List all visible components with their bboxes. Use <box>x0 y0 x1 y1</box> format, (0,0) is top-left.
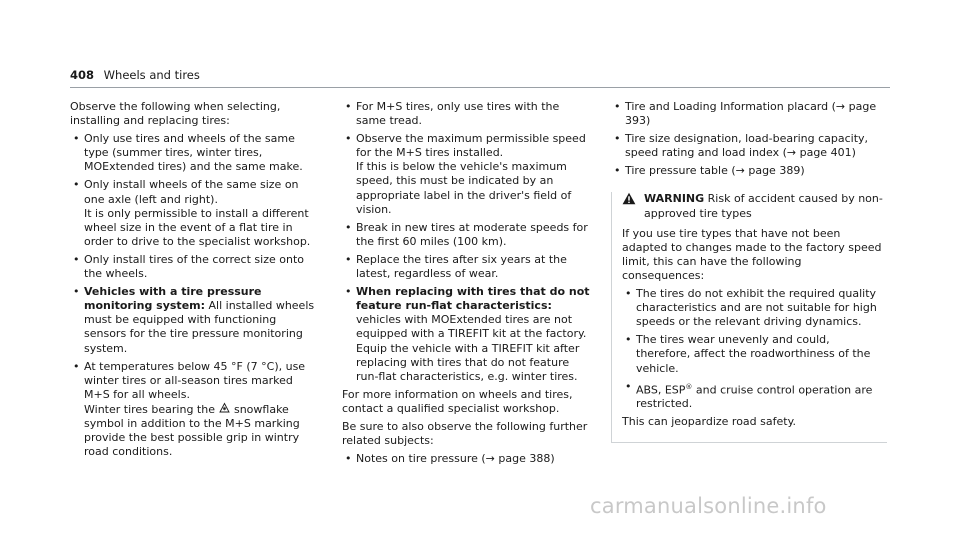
item-text: Only install tires of the correct size onto the wheels. <box>84 252 304 281</box>
more-info-text: For more information on wheels and tires, contact a qualified specialist workshop. <box>342 387 573 415</box>
item-text: • Observe the maximum permissible speed for the M+S tires installed. <box>356 132 586 160</box>
tire-rules-list <box>70 132 320 459</box>
watermark: carmanualsonline.info <box>590 494 827 518</box>
item-text: ABS, ESP <box>636 383 686 397</box>
item-bold-lead: Vehicles with a tire pressure monitoring system: <box>84 285 262 313</box>
list-item <box>342 253 590 281</box>
related-link[interactable] <box>342 452 590 466</box>
list-item <box>622 287 887 329</box>
page-number: 408 <box>70 68 95 82</box>
item-text: • Only install wheels of the same size on one axle (left and right). <box>84 178 299 206</box>
related-topics-list <box>342 452 590 466</box>
warning-body: If you use tire types that have not been adapted to changes made to the factory speed limit, this can have the following consequences: <box>622 226 882 282</box>
item-text: The tires do not exhibit the required quality characteristics and are not suitable for high speeds or the relevant driving dynamics. <box>636 287 877 329</box>
item-subtext: It is only permissible to install a different wheel size in the event of a flat tire in order to drive to the specialist workshop. <box>84 206 311 248</box>
list-item <box>342 285 590 384</box>
page-header <box>70 68 200 82</box>
subtext-part: Winter tires bearing the <box>84 402 215 416</box>
item-text: Only use tires and wheels of the same type (summer tires, winter tires, MOExtended tires) and the same make. <box>84 132 303 174</box>
column-3 <box>611 100 887 443</box>
item-subtext <box>84 402 320 459</box>
also-observe-text: Be sure to also observe the following further related subjects: <box>342 419 588 448</box>
list-item <box>342 132 590 217</box>
warning-header <box>622 192 887 220</box>
registered-mark: ® <box>685 382 693 391</box>
subtext-part: snowflake symbol in addition to the M+S marking provide the best possible grip in wintry road conditions. <box>84 402 300 459</box>
column-1 <box>70 100 320 463</box>
list-item <box>622 380 887 412</box>
related-link-text[interactable]: Tire and Loading Information placard (→ page 393) <box>625 100 877 128</box>
warning-footer: This can jeopardize road safety. <box>622 415 797 429</box>
item-text: • At temperatures below 45 °F (7 °C), use winter tires or all-season tires marked M+S for all wheels. <box>84 359 306 401</box>
item-subtext: If this is below the vehicle's maximum speed, this must be indicated by an appropriate label in the driver's field of vision. <box>356 160 572 216</box>
item-text: The tires wear unevenly and could, therefore, affect the roadworthiness of the vehicle. <box>636 333 871 375</box>
list-item <box>342 100 590 128</box>
warning-title: Risk of accident caused by non-approved tire types <box>644 192 883 220</box>
related-topics-list-continued <box>611 100 887 178</box>
item-text: and cruise control operation are restricted. <box>636 383 873 411</box>
list-item <box>70 360 320 460</box>
related-link-text[interactable]: Tire pressure table (→ page 389) <box>625 164 805 178</box>
snowflake-mountain-icon <box>218 402 230 417</box>
intro-text: Observe the following when selecting, installing and replacing tires: <box>70 100 281 128</box>
item-text: vehicles with MOExtended tires are not equipped with a TIREFIT kit at the factory. Equip the vehicle with a TIREFIT kit after replacing with tires that do not feature run-flat characteristics, e.g. winter tires. <box>356 313 587 383</box>
warning-triangle-icon <box>622 192 644 220</box>
related-link[interactable] <box>611 132 887 160</box>
related-link-text[interactable]: Notes on tire pressure (→ page 388) <box>356 452 555 466</box>
warning-label: WARNING <box>644 192 705 206</box>
item-text: For M+S tires, only use tires with the same tread. <box>356 100 560 128</box>
header-divider <box>70 87 890 88</box>
item-text: Break in new tires at moderate speeds for the first 60 miles (100 km). <box>356 220 588 248</box>
list-item <box>70 178 320 248</box>
warning-heading <box>644 192 887 220</box>
list-item <box>622 333 887 375</box>
related-link[interactable] <box>611 100 887 128</box>
warning-consequences-list <box>622 287 887 411</box>
tire-rules-list-continued <box>342 100 590 384</box>
item-bold-lead: When replacing with tires that do not feature run-flat characteristics: <box>356 285 590 313</box>
page-title: Wheels and tires <box>103 68 200 82</box>
list-item <box>70 132 320 174</box>
item-text: All installed wheels must be equipped with functioning sensors for the tire pressure monitoring system. <box>84 299 315 355</box>
warning-box <box>611 192 887 442</box>
list-item <box>70 253 320 281</box>
column-2 <box>342 100 590 470</box>
item-text: Replace the tires after six years at the latest, regardless of wear. <box>356 252 567 281</box>
related-link[interactable] <box>611 164 887 178</box>
list-item <box>342 221 590 249</box>
list-item <box>70 285 320 355</box>
related-link-text[interactable]: Tire size designation, load-bearing capacity, speed rating and load index (→ page 401) <box>625 132 869 160</box>
